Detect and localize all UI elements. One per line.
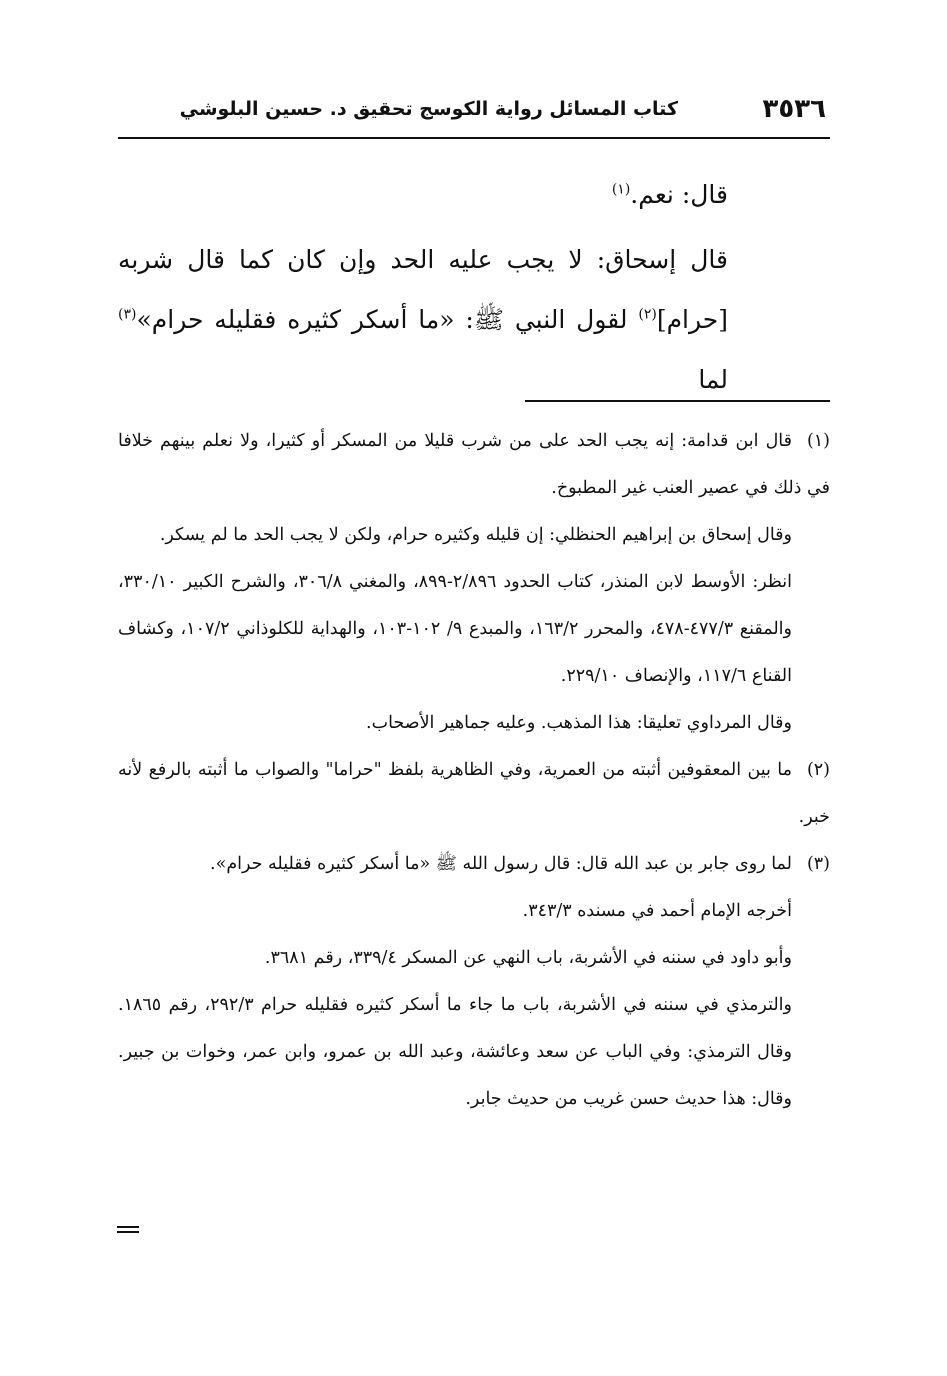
main-text-part-3: لما	[698, 365, 728, 394]
footnote-3-text-3: وأبو داود في سننه في الأشربة، باب النهي عن المسكر ٣٣٩/٤، رقم ٣٦٨١.	[264, 948, 792, 968]
main-text-part-1: قال إسحاق: لا يجب عليه الحد وإن كان كما قال شربه [حرام]	[118, 245, 728, 334]
footnote-3-text-2: أخرجه الإمام أحمد في مسنده ٣٤٣/٣.	[522, 901, 792, 921]
header-rule	[118, 137, 830, 139]
footnote-1-number: (١)	[806, 431, 830, 451]
page-header	[118, 92, 830, 132]
footnote-1-text-3: انظر: الأوسط لابن المنذر، كتاب الحدود ٢/٨٩٦-٨٩٩، والمغني ٣٠٦/٨، والشرح الكبير ٣٣٠/١٠، والمقنع ٤٧٧/٣-٤٧٨، والمحرر ١٦٣/٢، والمبدع ٩/ ١٠٢-١٠٣، والهداية للكلوذاني ١٠٧/٢، وكشاف القناع ١١٧/٦، والإنصاف ٢٢٩/١٠.	[118, 572, 792, 686]
footnote-3-paragraph-3	[118, 935, 830, 982]
main-text	[118, 165, 728, 410]
footnote-3-number: (٣)	[806, 854, 830, 874]
footnote-1-paragraph-3	[118, 559, 830, 700]
footnotes	[118, 418, 830, 1123]
footnote-1	[118, 418, 830, 512]
footnote-3-paragraph-2	[118, 888, 830, 935]
footnote-ref-1: (١)	[611, 181, 631, 198]
footnote-ref-2: (٢)	[638, 306, 657, 323]
continuation-mark	[117, 1226, 139, 1234]
footnote-ref-3: (٣)	[118, 306, 137, 323]
main-text-part-2: لقول النبي ﷺ: «ما أسكر كثيره فقليله حرام»	[136, 305, 639, 334]
running-title: كتاب المسائل رواية الكوسج تحقيق د. حسين البلوشي	[179, 98, 678, 120]
footnote-1-text-1: قال ابن قدامة: إنه يجب الحد على من شرب قليلا من المسكر أو كثيرا، ولا نعلم بينهم خلافا في ذلك في عصير العنب غير المطبوخ.	[118, 431, 830, 498]
footnote-1-text-2: وقال إسحاق بن إبراهيم الحنظلي: إن قليله وكثيره حرام، ولكن لا يجب الحد ما لم يسكر.	[159, 525, 792, 545]
footnote-2	[118, 747, 830, 841]
footnote-1-paragraph-4	[118, 700, 830, 747]
main-paragraph-2	[118, 230, 728, 410]
main-paragraph-1	[118, 165, 728, 225]
footnote-3-paragraph-4	[118, 982, 830, 1123]
footnote-3	[118, 841, 830, 888]
footnote-3-text-4: والترمذي في سننه في الأشربة، باب ما جاء ما أسكر كثيره فقليله حرام ٢٩٢/٣، رقم ١٨٦٥. وقال الترمذي: وفي الباب عن سعد وعائشة، وعبد الله بن عمرو، وابن عمر، وخوات بن جبير. وقال: هذا حديث حسن غريب من حديث جابر.	[118, 995, 792, 1109]
page-number: ٣٥٣٦	[762, 94, 826, 124]
footnote-separator	[525, 400, 830, 402]
footnote-1-paragraph-2	[118, 512, 830, 559]
footnote-2-text: ما بين المعقوفين أثبته من العمرية، وفي الظاهرية بلفظ "حراما" والصواب ما أثبته بالرفع لأنه خبر.	[118, 760, 830, 827]
main-line-1: قال: نعم.	[630, 180, 728, 209]
footnote-2-number: (٢)	[806, 760, 830, 780]
footnote-1-text-4: وقال المرداوي تعليقا: هذا المذهب. وعليه جماهير الأصحاب.	[366, 713, 792, 733]
footnote-3-text-1: لما روى جابر بن عبد الله قال: قال رسول الله ﷺ «ما أسكر كثيره فقليله حرام».	[210, 854, 792, 874]
